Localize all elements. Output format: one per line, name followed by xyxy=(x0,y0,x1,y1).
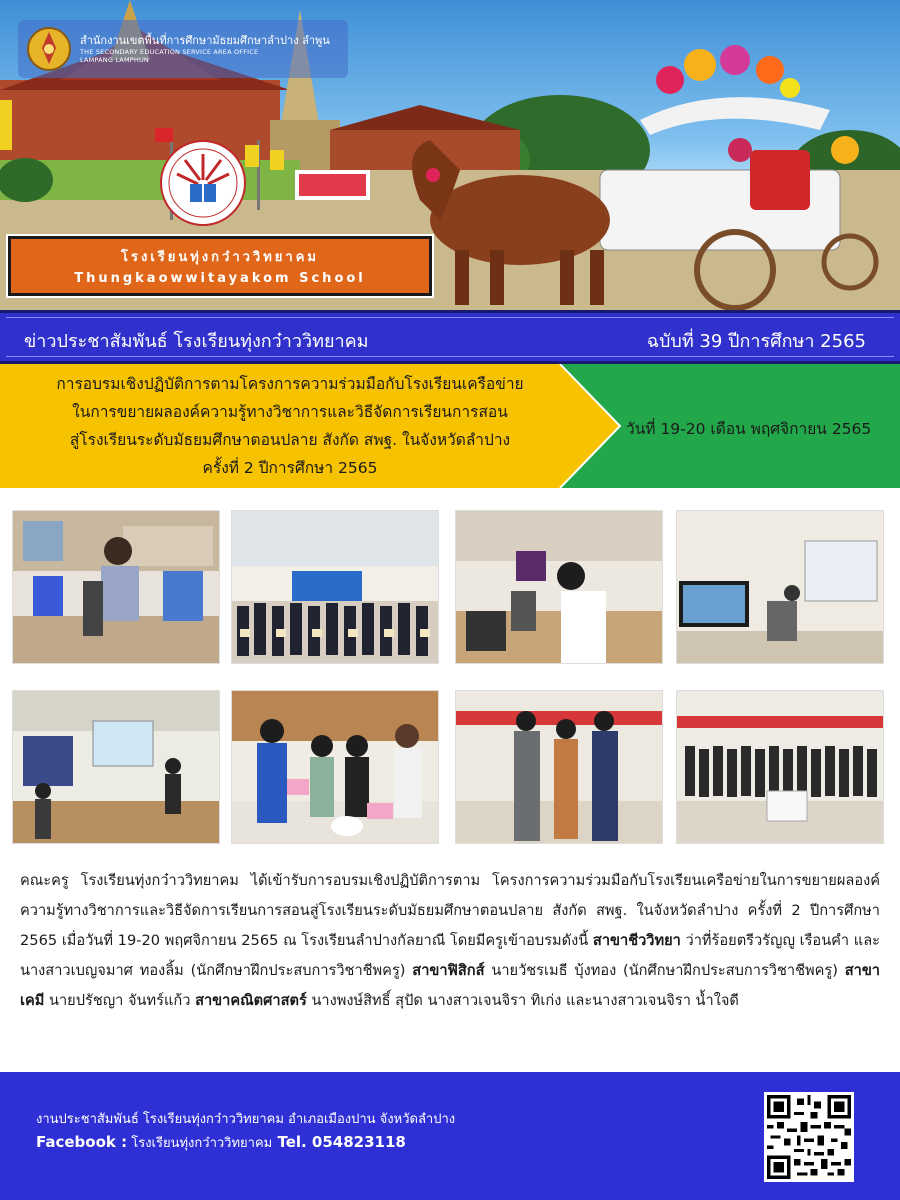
footer xyxy=(0,1072,900,1200)
school-name-th: โรงเรียนทุ่งกว๋าววิทยาคม xyxy=(121,250,319,265)
physics-teachers: นายวัชรเมธี บุ้งทอง (นักศึกษาฝึกประสบการวิชาชีพครู) xyxy=(484,962,845,979)
mathematics-teachers: นางพงษ์สิทธิ์ สุปัด นางสาวเจนจิรา ทิเก่ง และนางสาวเจนจิรา น้ำใจดี xyxy=(306,992,739,1009)
label-mathematics: สาขาคณิตศาสตร์ xyxy=(195,992,307,1009)
photo-group-certificates xyxy=(231,510,439,664)
headline-line-3: สู่โรงเรียนระดับมัธยมศึกษาตอนปลาย สังกัด สพฐ. ในจังหวัดลำปาง xyxy=(69,431,511,449)
school-name-box xyxy=(8,236,432,296)
biology-teachers: ว่าที่ร้อยตรีวรัญญู เรือนคำ และนางสาวเบญจมาศ ทองลิ้ม (นักศึกษาฝึกประสบการวิชาชีพครู) xyxy=(20,932,880,979)
telephone: Tel. 054823118 xyxy=(272,1133,406,1151)
news-issue-number: ฉบับที่ 39 ปีการศึกษา 2565 xyxy=(646,331,866,352)
photo-student-microscope xyxy=(455,510,663,664)
headline-line-4: ครั้งที่ 2 ปีการศึกษา 2565 xyxy=(202,459,378,477)
chemistry-teachers: นายปรัชญา จันทร์แก้ว xyxy=(44,992,196,1009)
headline-band xyxy=(0,364,900,488)
school-name-en: Thungkaowwitayakom School xyxy=(74,271,366,286)
office-name-th: สำนักงานเขตพื้นที่การศึกษามัธยมศึกษาลำปาง ลำพูน xyxy=(80,34,330,47)
footer-pr-office: งานประชาสัมพันธ์ โรงเรียนทุ่งกว๋าววิทยาคม อำเภอเมืองปาน จังหวัดลำปาง xyxy=(36,1112,456,1127)
label-chemistry: สาขาเคมี xyxy=(20,962,880,1009)
headline-line-2: ในการขยายผลองค์ความรู้ทางวิชาการและวิธีจัดการเรียนการสอน xyxy=(72,403,508,421)
office-name-en-1: THE SECONDARY EDUCATION SERVICE AREA OFFICE xyxy=(80,47,259,56)
photo-teachers-activity xyxy=(231,690,439,844)
news-header-title: ข่าวประชาสัมพันธ์ โรงเรียนทุ่งกว๋าววิทยาคม xyxy=(24,331,369,352)
event-date: วันที่ 19-20 เดือน พฤศจิกายน 2565 xyxy=(626,420,872,438)
article-intro: คณะครู โรงเรียนทุ่งกว๋าววิทยาคม ได้เข้ารับการอบรมเชิงปฏิบัติการตาม โครงการความร่วมมือกับโรงเรียนเครือข่ายในการขยายผลองค์ความรู้ทางวิชาการและวิธีจัดการเรียนการสอนสู่โรงเรียนระดับมัธยมศึกษาตอนปลาย สังกัด สพฐ. ในจังหวัดลำปาง ครั้งที่ 2 ปีการศึกษา 2565 เมื่อวันที่ 19-20 พฤศจิกายน 2565 ณ โรงเรียนลำปางกัลยาณี โดยมีครูเข้าอบรมดังนี้ xyxy=(20,872,880,949)
footer-contact xyxy=(36,1132,406,1153)
label-physics: สาขาฟิสิกส์ xyxy=(412,962,485,979)
photo-three-people xyxy=(455,690,663,844)
photo-microscope-teacher xyxy=(12,510,220,664)
label-biology: สาขาชีววิทยา xyxy=(592,932,681,949)
facebook-label: Facebook : xyxy=(36,1133,128,1151)
photo-classroom-lab xyxy=(12,690,220,844)
office-badge xyxy=(18,20,348,78)
office-name-en-2: LAMPANG LAMPHUN xyxy=(80,55,149,64)
qr-code-icon[interactable] xyxy=(764,1092,854,1182)
photo-large-group xyxy=(676,690,884,844)
office-seal-icon xyxy=(26,26,72,72)
photo-projector-presentation xyxy=(676,510,884,664)
hero-banner xyxy=(0,0,900,310)
news-header-bar xyxy=(0,310,900,364)
article-body xyxy=(20,866,880,1016)
school-logo-icon xyxy=(160,140,246,226)
facebook-page[interactable]: โรงเรียนทุ่งกว๋าววิทยาคม xyxy=(127,1136,273,1151)
headline-line-1: การอบรมเชิงปฏิบัติการตามโครงการความร่วมมือกับโรงเรียนเครือข่าย xyxy=(56,375,524,393)
